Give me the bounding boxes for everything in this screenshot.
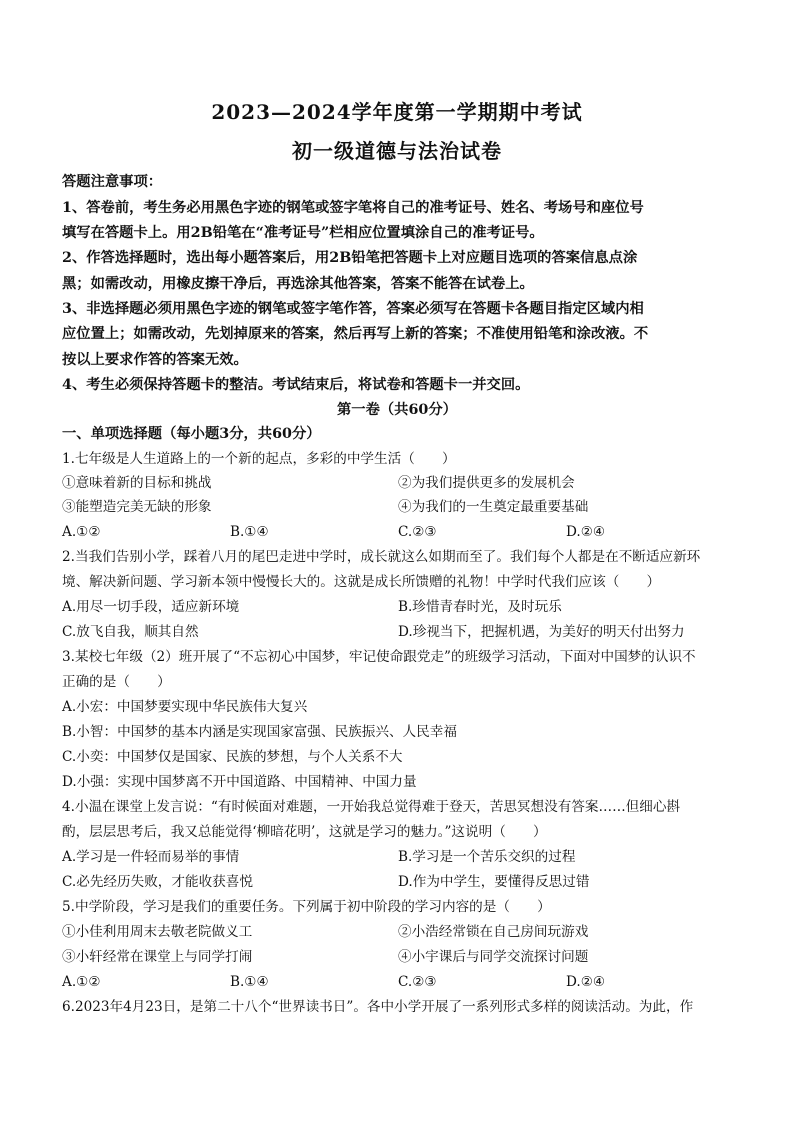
q5-item: ④小宇课后与同学交流探讨问题 [398,949,589,965]
q1-option-c: C.②③ [398,524,437,540]
q1-item: ③能塑造完美无缺的形象 [62,499,212,515]
q3-option-b: B.小智：中国梦的基本内涵是实现国家富强、民族振兴、人民幸福 [62,724,457,740]
notice-line: 2、作答选择题时，选出每小题答案后，用2B铅笔把答题卡上对应题目选项的答案信息点涂 [62,250,638,266]
section-heading: 一、单项选择题（每小题3分，共60分） [62,426,321,442]
notice-heading: 答题注意事项： [62,174,163,190]
notice-line: 黑；如需改动，用橡皮擦干净后，再选涂其他答案，答案不能答在试卷上。 [62,276,534,292]
notice-line: 按以上要求作答的答案无效。 [62,352,248,368]
exam-subtitle: 初一级道德与法治试卷 [292,139,502,163]
notice-line: 3、非选择题必须用黑色字迹的钢笔或签字笔作答，答案必须写在答题卡各题目指定区域内相 [62,301,644,317]
notice-line: 4、考生必须保持答题卡的整洁。考试结束后，将试卷和答题卡一并交回。 [62,377,530,393]
q1-option-b: B.①④ [230,524,269,540]
part-title: 第一卷（共60分） [337,402,457,418]
question-2-stem-cont: 境、解决新问题、学习新本领中慢慢长大的。这就是成长所馈赠的礼物！中学时代我们应该（ ） [62,574,661,590]
q2-option-b: B.珍惜青春时光，及时玩乐 [398,599,562,615]
q5-item: ①小佳利用周末去敬老院做义工 [62,924,253,940]
notice-line: 填写在答题卡上。用2B铅笔在“准考证号”栏相应位置填涂自己的准考证号。 [62,225,544,241]
q3-option-d: D.小强：实现中国梦离不开中国道路、中国精神、中国力量 [62,774,417,790]
q1-option-a: A.①② [62,524,101,540]
question-3-stem: 3.某校七年级（2）班开展了“不忘初心中国梦，牢记使命跟党走”的班级学习活动，下面对中国梦的认识不 [62,649,696,665]
q1-item: ②为我们提供更多的发展机会 [398,475,575,491]
q2-option-a: A.用尽一切手段，适应新环境 [62,599,240,615]
q1-item: ④为我们的一生奠定最重要基础 [398,499,589,515]
question-1-stem: 1.七年级是人生道路上的一个新的起点，多彩的中学生活（ ） [62,451,456,467]
exam-title: 2023—2024学年度第一学期期中考试 [211,100,583,124]
q4-option-c: C.必先经历失败，才能收获喜悦 [62,874,253,890]
question-6-stem: 6.2023年4月23日，是第二十八个“世界读书日”。各中小学开展了一系列形式多样的阅读活动。为此，作 [62,999,694,1015]
q5-option-c: C.②③ [398,974,437,990]
q4-option-a: A.学习是一件轻而易举的事情 [62,849,240,865]
q3-option-a: A.小宏：中国梦要实现中华民族伟大复兴 [62,699,308,715]
question-3-stem-cont: 正确的是（ ） [62,674,171,690]
q4-option-d: D.作为中学生，要懂得反思过错 [398,874,590,890]
q1-item: ①意味着新的目标和挑战 [62,475,212,491]
question-4-stem-cont: 酌，层层思考后，我又总能觉得‘柳暗花明’，这就是学习的魅力。”这说明（ ） [62,824,547,840]
q5-item: ②小浩经常锁在自己房间玩游戏 [398,924,589,940]
notice-line: 应位置上；如需改动，先划掉原来的答案，然后再写上新的答案；不准使用铅笔和涂改液。不 [62,326,649,342]
q5-option-b: B.①④ [230,974,269,990]
question-2-stem: 2.当我们告别小学，踩着八月的尾巴走进中学时，成长就这么如期而至了。我们每个人都是在不断适应新环 [62,549,701,565]
q2-option-c: C.放飞自我，顺其自然 [62,624,199,640]
notice-line: 1、答卷前，考生务必用黑色字迹的钢笔或签字笔将自己的准考证号、姓名、考场号和座位号 [62,200,644,216]
q3-option-c: C.小奕：中国梦仅是国家、民族的梦想，与个人关系不大 [62,749,403,765]
q2-option-d: D.珍视当下，把握机遇，为美好的明天付出努力 [398,624,685,640]
question-4-stem: 4.小温在课堂上发言说：“有时候面对难题，一开始我总觉得难于登天，苦思冥想没有答案……但细心斟 [62,799,681,815]
q1-option-d: D.②④ [566,524,606,540]
q4-option-b: B.学习是一个苦乐交织的过程 [398,849,576,865]
q5-option-d: D.②④ [566,974,606,990]
q5-option-a: A.①② [62,974,101,990]
q5-item: ③小轩经常在课堂上与同学打闹 [62,949,253,965]
question-5-stem: 5.中学阶段，学习是我们的重要任务。下列属于初中阶段的学习内容的是（ ） [62,899,551,915]
